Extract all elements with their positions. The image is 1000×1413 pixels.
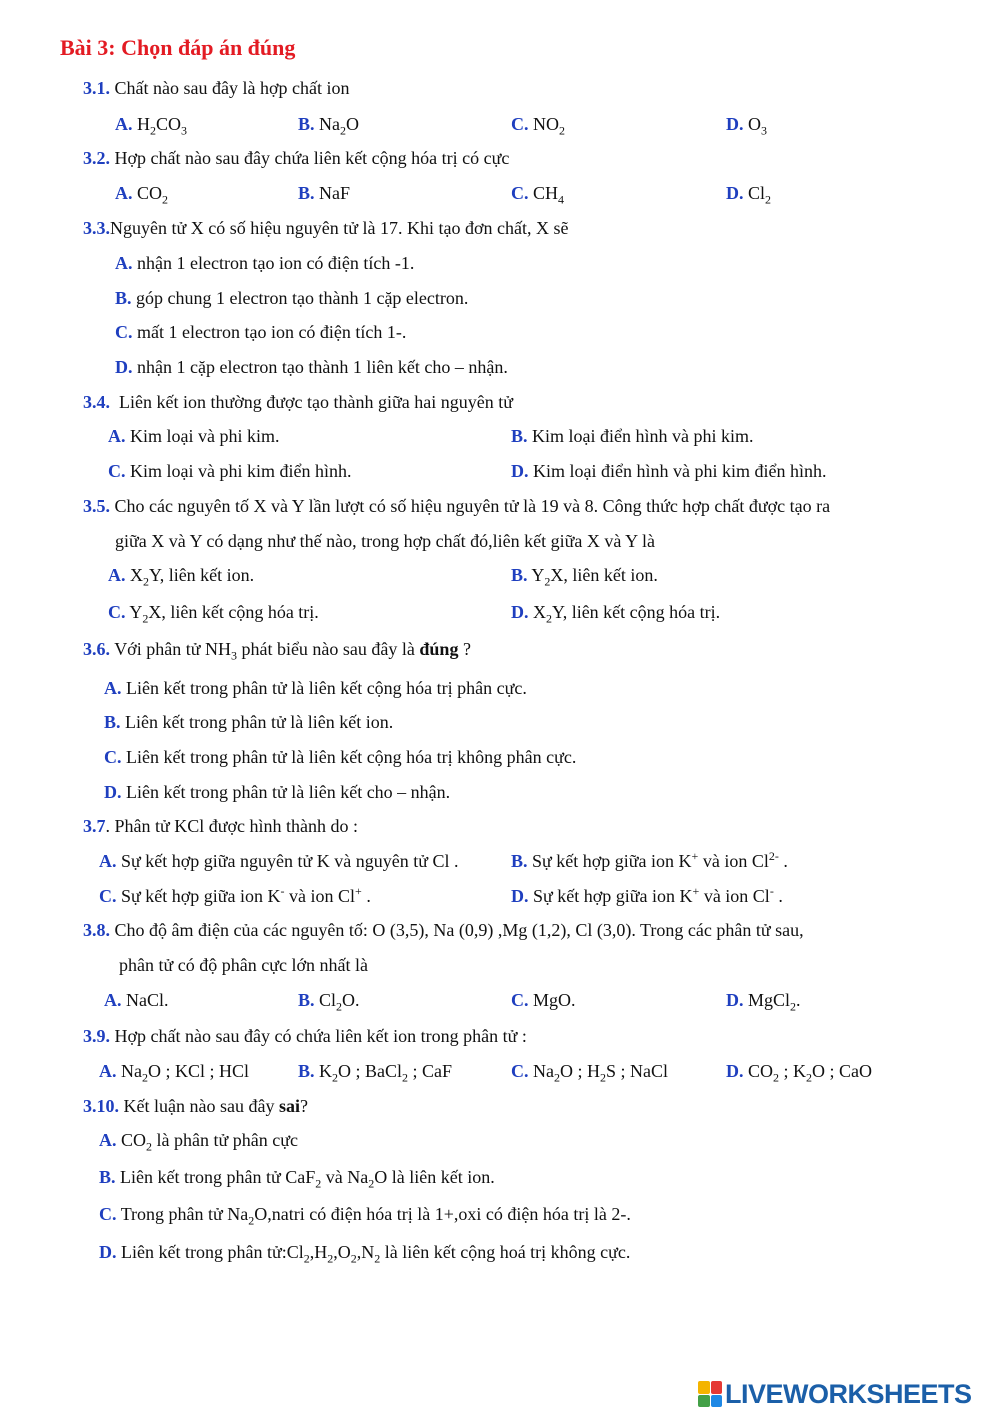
option-text: Sự kết hợp giữa ion K xyxy=(121,886,281,906)
option-text: nhận 1 electron tạo ion có điện tích -1. xyxy=(137,253,415,273)
option-3-7-a[interactable] xyxy=(99,849,459,873)
question-3-3 xyxy=(83,216,568,240)
option-text: , liên kết cộng hóa trị. xyxy=(161,602,319,622)
option-3-8-d[interactable] xyxy=(726,988,801,1012)
option-3-10-d[interactable] xyxy=(99,1240,630,1264)
question-3-8-line2: phân tử có độ phân cực lớn nhất là xyxy=(119,955,368,975)
formula: $Na_2O$ ; $H_2S$ ; NaCl xyxy=(533,1061,669,1085)
option-3-4-a[interactable] xyxy=(108,424,279,448)
option-3-6-a[interactable] xyxy=(104,676,527,700)
option-label: B. xyxy=(511,426,528,446)
option-3-9-a[interactable] xyxy=(99,1059,249,1083)
option-3-5-d[interactable] xyxy=(511,600,720,624)
option-text: là liên kết cộng hoá trị không cực. xyxy=(384,1242,631,1262)
option-text: và ion Cl xyxy=(703,886,770,906)
question-text: Nguyên tử X có số hiệu nguyên tử là 17. Khi tạo đơn chất, X sẽ xyxy=(110,218,569,238)
option-text: Kim loại và phi kim điển hình. xyxy=(130,461,352,481)
option-label: C. xyxy=(511,183,529,203)
option-3-3-b[interactable] xyxy=(115,286,468,310)
option-text: mất 1 electron tạo ion có điện tích 1-. xyxy=(137,322,407,342)
formula: $Na_2O$ xyxy=(347,1167,388,1191)
question-3-5-line2: giữa X và Y có dạng như thế nào, trong hợp chất đó,liên kết giữa X và Y là xyxy=(115,531,655,551)
question-3-5 xyxy=(83,494,830,518)
option-3-7-d[interactable]: D. Sự kết hợp giữa ion K+ và ion Cl- . xyxy=(511,884,783,906)
option-label: C. xyxy=(511,114,529,134)
option-label: A. xyxy=(99,1130,117,1150)
option-label: C. xyxy=(115,322,133,342)
formula: $Na_2O$ xyxy=(227,1204,268,1228)
option-label: A. xyxy=(115,114,133,134)
option-label: A. xyxy=(99,851,117,871)
question-3-10 xyxy=(83,1094,308,1118)
option-label: C. xyxy=(108,461,126,481)
option-text: Liên kết trong phân tử là liên kết cho – nhận. xyxy=(126,782,451,802)
option-3-2-a[interactable] xyxy=(115,181,168,205)
option-label: A. xyxy=(99,1061,117,1081)
option-3-4-c[interactable] xyxy=(108,459,351,483)
option-text: Trong phân tử xyxy=(120,1204,223,1224)
formula: CaF$_2$ xyxy=(285,1167,322,1191)
formula: $CH_4$ xyxy=(533,183,565,207)
question-3-7 xyxy=(83,814,358,838)
option-text: Liên kết trong phân tử xyxy=(120,1167,281,1187)
option-label: B. xyxy=(99,1167,116,1187)
option-3-10-c[interactable] xyxy=(99,1202,631,1226)
question-number: 3.4. xyxy=(83,392,110,412)
question-3-1 xyxy=(83,76,349,100)
question-number: 3.2. xyxy=(83,148,110,168)
option-3-3-d[interactable] xyxy=(115,355,508,379)
formula: $Cl_2,H_2,O_2,N_2$ xyxy=(286,1242,381,1266)
formula: $X_2Y$ xyxy=(130,565,160,589)
option-text: và ion Cl xyxy=(289,886,356,906)
option-3-1-b[interactable] xyxy=(298,112,359,136)
option-text: Liên kết trong phân tử: xyxy=(121,1242,287,1262)
option-3-2-c[interactable] xyxy=(511,181,564,205)
option-text: Liên kết trong phân tử là liên kết cộng hóa trị phân cực. xyxy=(126,678,527,698)
formula: $X_2Y$ xyxy=(533,602,563,626)
question-text: Liên kết ion thường được tạo thành giữa hai nguyên tử xyxy=(119,392,513,412)
option-text: MgO. xyxy=(533,990,576,1010)
option-label: D. xyxy=(726,990,744,1010)
option-text: Liên kết trong phân tử là liên kết ion. xyxy=(125,712,394,732)
option-label: D. xyxy=(511,886,529,906)
option-3-9-d[interactable] xyxy=(726,1059,872,1083)
option-3-8-a[interactable] xyxy=(104,988,169,1012)
option-3-3-c[interactable] xyxy=(115,320,406,344)
option-3-6-b[interactable] xyxy=(104,710,393,734)
option-text: và ion Cl xyxy=(702,851,769,871)
option-3-3-a[interactable] xyxy=(115,251,414,275)
formula: NaF xyxy=(319,183,351,203)
option-text: là phân tử phân cực xyxy=(156,1130,298,1150)
question-3-8 xyxy=(83,918,804,942)
question-number: 3.6. xyxy=(83,639,110,659)
formula: $Na_2O$ xyxy=(319,114,360,138)
option-text: . xyxy=(783,851,788,871)
option-3-2-d[interactable] xyxy=(726,181,771,205)
emphasis: sai xyxy=(278,1096,300,1116)
question-3-4 xyxy=(83,390,513,414)
formula: $CO_2$ xyxy=(137,183,169,207)
option-3-7-b[interactable]: B. Sự kết hợp giữa ion K+ và ion $Cl^{2-}$ . xyxy=(511,849,788,871)
option-label: D. xyxy=(511,602,529,622)
option-3-5-b[interactable] xyxy=(511,563,658,587)
question-text: Với phân tử xyxy=(114,639,201,659)
formula: $Y_2X$ xyxy=(531,565,564,589)
option-3-10-a[interactable] xyxy=(99,1128,298,1152)
option-label: B. xyxy=(115,288,132,308)
option-text: góp chung 1 electron tạo thành 1 cặp electron. xyxy=(136,288,469,308)
option-text: là liên kết ion. xyxy=(391,1167,495,1187)
option-label: D. xyxy=(115,357,133,377)
option-label: D. xyxy=(99,1242,117,1262)
option-3-6-d[interactable] xyxy=(104,780,450,804)
option-3-9-c[interactable] xyxy=(511,1059,668,1083)
option-text: , liên kết cộng hóa trị. xyxy=(562,602,721,622)
option-3-2-b[interactable] xyxy=(298,181,350,205)
formula: $Cl_2O$. xyxy=(319,990,360,1014)
option-text: , liên kết ion. xyxy=(159,565,255,585)
option-3-5-c[interactable] xyxy=(108,600,319,624)
formula: MgCl$_2$. xyxy=(748,990,801,1014)
question-number: 3.5. xyxy=(83,496,110,516)
formula: $K_2O$ ; BaCl$_2$ ; CaF xyxy=(319,1061,453,1085)
liveworksheets-logo[interactable] xyxy=(698,1377,972,1411)
question-text: Hợp chất nào sau đây có chứa liên kết ion trong phân tử : xyxy=(114,1026,527,1046)
option-text: và xyxy=(325,1167,343,1187)
question-text: Hợp chất nào sau đây chứa liên kết cộng hóa trị có cực xyxy=(114,148,510,168)
option-text: , liên kết ion. xyxy=(563,565,658,585)
question-number: 3.1. xyxy=(83,78,110,98)
option-label: C. xyxy=(511,990,529,1010)
option-label: D. xyxy=(726,1061,744,1081)
option-text: ,natri có điện hóa trị là 1+,oxi có điện hóa trị là 2-. xyxy=(267,1204,631,1224)
option-label: B. xyxy=(298,183,315,203)
option-label: A. xyxy=(104,678,122,698)
emphasis: đúng xyxy=(419,639,459,659)
option-text: Sự kết hợp giữa ion K xyxy=(533,886,693,906)
option-text: nhận 1 cặp electron tạo thành 1 liên kết cho – nhận. xyxy=(137,357,508,377)
option-text: Liên kết trong phân tử là liên kết cộng hóa trị không phân cực. xyxy=(126,747,577,767)
question-mark: ? xyxy=(299,1096,308,1116)
option-label: B. xyxy=(298,114,315,134)
option-label: B. xyxy=(298,1061,315,1081)
option-text: Kim loại điển hình và phi kim. xyxy=(532,426,754,446)
question-number: 3.7 xyxy=(83,816,106,836)
formula: $CO_2$ xyxy=(121,1130,153,1154)
option-label: C. xyxy=(511,1061,529,1081)
option-3-8-c[interactable] xyxy=(511,988,576,1012)
option-3-1-a[interactable] xyxy=(115,112,187,136)
formula: $CO_2$ ; $K_2O$ ; CaO xyxy=(748,1061,873,1085)
formula: $NO_2$ xyxy=(533,114,565,138)
option-3-1-d[interactable] xyxy=(726,112,767,136)
option-label: A. xyxy=(108,426,126,446)
option-3-7-c[interactable]: C. Sự kết hợp giữa ion K- và ion Cl+ . xyxy=(99,884,371,906)
option-label: C. xyxy=(99,886,117,906)
option-3-6-c[interactable] xyxy=(104,745,576,769)
option-label: A. xyxy=(115,183,133,203)
formula: $O_3$ xyxy=(748,114,767,138)
option-3-10-b[interactable] xyxy=(99,1165,495,1189)
question-3-2 xyxy=(83,146,509,170)
option-label: B. xyxy=(511,851,528,871)
question-text: Kết luận nào sau đây xyxy=(123,1096,275,1116)
question-number: 3.8. xyxy=(83,920,110,940)
option-text: . xyxy=(778,886,783,906)
option-3-4-d[interactable] xyxy=(511,459,826,483)
option-label: B. xyxy=(298,990,315,1010)
option-label: C. xyxy=(108,602,126,622)
formula: $Cl_2$ xyxy=(748,183,772,207)
option-label: A. xyxy=(108,565,126,585)
option-label: A. xyxy=(115,253,133,273)
option-label: D. xyxy=(726,183,744,203)
option-3-5-a[interactable] xyxy=(108,563,254,587)
option-3-4-b[interactable] xyxy=(511,424,754,448)
option-text: Kim loại điển hình và phi kim điển hình. xyxy=(533,461,827,481)
option-label: B. xyxy=(104,712,121,732)
formula: $Na_2O$ ; KCl ; HCl xyxy=(121,1061,250,1085)
question-text: . Phân tử KCl được hình thành do : xyxy=(105,816,359,836)
question-3-9 xyxy=(83,1024,527,1048)
question-text: Chất nào sau đây là hợp chất ion xyxy=(114,78,350,98)
question-text: Cho các nguyên tố X và Y lần lượt có số hiệu nguyên tử là 19 và 8. Công thức hợp chất được tạo ra xyxy=(114,496,831,516)
question-number: 3.9. xyxy=(83,1026,110,1046)
question-text: Cho độ âm điện của các nguyên tố: O (3,5), Na (0,9) ,Mg (1,2), Cl (3,0). Trong các phân tử sau, xyxy=(114,920,804,940)
option-label: A. xyxy=(104,990,122,1010)
option-label: C. xyxy=(104,747,122,767)
exercise-title: Bài 3: Chọn đáp án đúng xyxy=(60,35,296,60)
question-mark: ? xyxy=(462,639,471,659)
formula: $H_2CO_3$ xyxy=(137,114,188,138)
option-label: D. xyxy=(511,461,529,481)
question-text: phát biểu nào sau đây là xyxy=(241,639,415,659)
formula: $NH_3$ xyxy=(204,639,237,663)
option-text: Sự kết hợp giữa ion K xyxy=(532,851,692,871)
logo-badge-icon xyxy=(698,1381,722,1407)
option-label: B. xyxy=(511,565,528,585)
option-3-9-b[interactable] xyxy=(298,1059,452,1083)
option-3-8-b[interactable] xyxy=(298,988,360,1012)
logo-text: LIVEWORKSHEETS xyxy=(725,1378,972,1409)
question-number: 3.3. xyxy=(83,218,110,238)
option-text: NaCl. xyxy=(126,990,169,1010)
option-label: D. xyxy=(726,114,744,134)
option-label: D. xyxy=(104,782,122,802)
option-text: Kim loại và phi kim. xyxy=(130,426,280,446)
question-number: 3.10. xyxy=(83,1096,119,1116)
formula: $Y_2X$ xyxy=(129,602,162,626)
option-label: C. xyxy=(99,1204,117,1224)
question-3-6 xyxy=(83,637,471,661)
option-3-1-c[interactable] xyxy=(511,112,565,136)
option-text: . xyxy=(366,886,371,906)
option-text: Sự kết hợp giữa nguyên tử K và nguyên tử Cl . xyxy=(121,851,459,871)
